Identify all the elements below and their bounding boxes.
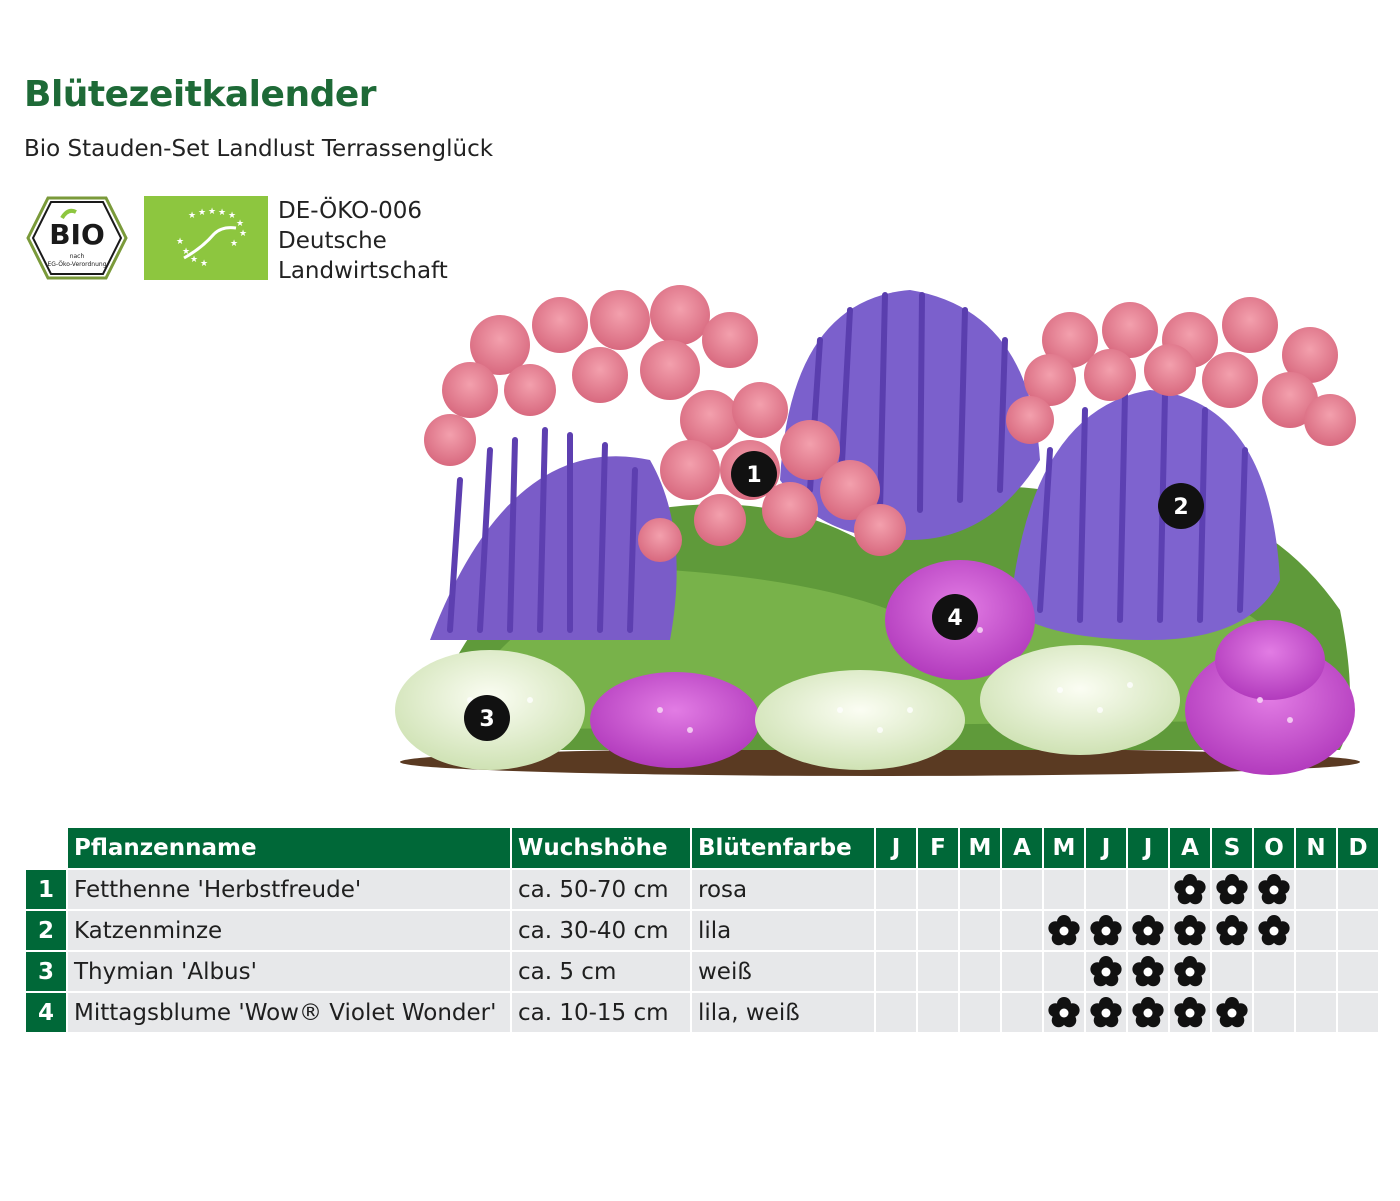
- svg-text:★: ★: [230, 239, 239, 249]
- bloom-cell-empty: [1086, 870, 1126, 911]
- growth-height: ca. 30-40 cm: [512, 911, 690, 952]
- header-month: M: [960, 828, 1000, 870]
- flower-icon: [1047, 914, 1081, 948]
- table-row: [26, 911, 1378, 952]
- bloom-cell-active: [1212, 993, 1252, 1034]
- certification-code: DE-ÖKO-006: [278, 198, 423, 224]
- bloom-cell-empty: [918, 952, 958, 993]
- flower-icon: [1089, 914, 1123, 948]
- certification-line-3: Landwirtschaft: [278, 258, 448, 284]
- bloom-cell-empty: [1254, 952, 1294, 993]
- header-month: J: [1086, 828, 1126, 870]
- flower-icon: [1257, 873, 1291, 907]
- garden-illustration: [390, 280, 1370, 790]
- svg-text:★: ★: [218, 208, 227, 218]
- plant-name: Mittagsblume 'Wow® Violet Wonder': [68, 993, 510, 1034]
- svg-text:★: ★: [182, 247, 191, 257]
- bloom-cell-active: [1212, 911, 1252, 952]
- page-title: Blütezeitkalender: [24, 74, 377, 115]
- svg-text:★: ★: [228, 211, 237, 221]
- bloom-cell-empty: [1044, 952, 1084, 993]
- bloom-cell-empty: [1128, 870, 1168, 911]
- certification-info: [278, 196, 448, 286]
- growth-height: ca. 50-70 cm: [512, 870, 690, 911]
- svg-text:★: ★: [208, 207, 217, 217]
- bloom-cell-empty: [1212, 952, 1252, 993]
- bloom-cell-active: [1170, 993, 1210, 1034]
- bloom-calendar-table: [24, 828, 1380, 1034]
- bloom-cell-empty: [960, 911, 1000, 952]
- bloom-cell-active: [1044, 911, 1084, 952]
- header-month: F: [918, 828, 958, 870]
- row-number: 4: [26, 993, 66, 1034]
- header-month: N: [1296, 828, 1336, 870]
- bloom-cell-active: [1086, 952, 1126, 993]
- header-plant-name: Pflanzenname: [68, 828, 510, 870]
- bloom-cell-empty: [1002, 952, 1042, 993]
- header-month: J: [1128, 828, 1168, 870]
- row-number: 2: [26, 911, 66, 952]
- bloom-cell-active: [1212, 870, 1252, 911]
- flower-color: lila, weiß: [692, 993, 874, 1034]
- flower-color: lila: [692, 911, 874, 952]
- flower-color: weiß: [692, 952, 874, 993]
- bloom-cell-active: [1170, 952, 1210, 993]
- bloom-cell-empty: [876, 952, 916, 993]
- growth-height: ca. 5 cm: [512, 952, 690, 993]
- table-header-row: [26, 828, 1378, 870]
- bloom-cell-active: [1254, 870, 1294, 911]
- plant-name: Fetthenne 'Herbstfreude': [68, 870, 510, 911]
- page-subtitle: Bio Stauden-Set Landlust Terrassenglück: [24, 136, 494, 162]
- marker-2-label: 2: [1173, 495, 1189, 520]
- header-flower-color: Blütenfarbe: [692, 828, 874, 870]
- flower-icon: [1173, 873, 1207, 907]
- marker-4-label: 4: [947, 606, 963, 631]
- bloom-cell-empty: [960, 952, 1000, 993]
- bloom-cell-active: [1086, 993, 1126, 1034]
- table-row: [26, 952, 1378, 993]
- bloom-cell-empty: [1338, 870, 1378, 911]
- bloom-cell-active: [1128, 952, 1168, 993]
- flower-icon: [1173, 955, 1207, 989]
- marker-1-label: 1: [746, 463, 762, 488]
- bloom-cell-empty: [1044, 870, 1084, 911]
- flower-icon: [1257, 914, 1291, 948]
- flower-icon: [1215, 873, 1249, 907]
- table-row: [26, 870, 1378, 911]
- bio-logo-small-1: nach: [69, 253, 85, 260]
- bloom-cell-active: [1086, 911, 1126, 952]
- flower-color: rosa: [692, 870, 874, 911]
- bloom-cell-active: [1254, 911, 1294, 952]
- flower-icon: [1173, 996, 1207, 1030]
- svg-text:★: ★: [239, 229, 248, 239]
- flower-icon: [1215, 914, 1249, 948]
- header-month: O: [1254, 828, 1294, 870]
- flower-icon: [1047, 996, 1081, 1030]
- marker-2: [1158, 483, 1204, 529]
- header-month: M: [1044, 828, 1084, 870]
- bloom-cell-empty: [1338, 952, 1378, 993]
- flower-icon: [1215, 996, 1249, 1030]
- header-month: S: [1212, 828, 1252, 870]
- bloom-cell-empty: [876, 993, 916, 1034]
- bloom-cell-empty: [960, 993, 1000, 1034]
- bloom-cell-empty: [1002, 870, 1042, 911]
- bloom-cell-active: [1170, 870, 1210, 911]
- bloom-cell-empty: [1296, 911, 1336, 952]
- flower-icon: [1089, 996, 1123, 1030]
- bloom-cell-empty: [1338, 993, 1378, 1034]
- svg-text:★: ★: [188, 211, 197, 221]
- bloom-cell-empty: [1002, 993, 1042, 1034]
- bio-seal-logo: [26, 196, 128, 280]
- plant-name: Katzenminze: [68, 911, 510, 952]
- bloom-cell-active: [1128, 911, 1168, 952]
- bloom-cell-empty: [918, 911, 958, 952]
- bloom-cell-empty: [1296, 993, 1336, 1034]
- svg-text:★: ★: [176, 237, 185, 247]
- row-number: 3: [26, 952, 66, 993]
- flower-icon: [1173, 914, 1207, 948]
- marker-3-label: 3: [479, 707, 495, 732]
- flower-icon: [1131, 955, 1165, 989]
- table-row: [26, 993, 1378, 1034]
- bloom-cell-empty: [1002, 911, 1042, 952]
- header-month: D: [1338, 828, 1378, 870]
- svg-text:★: ★: [198, 208, 207, 218]
- certification-line-2: Deutsche: [278, 228, 387, 254]
- bloom-cell-empty: [918, 993, 958, 1034]
- header-growth-height: Wuchshöhe: [512, 828, 690, 870]
- bloom-cell-empty: [876, 870, 916, 911]
- flower-icon: [1131, 996, 1165, 1030]
- flower-icon: [1089, 955, 1123, 989]
- bloom-cell-active: [1044, 993, 1084, 1034]
- bloom-cell-empty: [960, 870, 1000, 911]
- bloom-cell-empty: [1338, 911, 1378, 952]
- row-number: 1: [26, 870, 66, 911]
- bloom-cell-active: [1170, 911, 1210, 952]
- growth-height: ca. 10-15 cm: [512, 993, 690, 1034]
- bloom-cell-empty: [1254, 993, 1294, 1034]
- bio-logo-small-2: EG-Öko-Verordnung: [47, 261, 107, 268]
- bloom-cell-empty: [918, 870, 958, 911]
- svg-text:★: ★: [200, 259, 209, 269]
- header-corner: [26, 828, 66, 870]
- header-month: J: [876, 828, 916, 870]
- marker-3: [464, 695, 510, 741]
- bloom-cell-empty: [1296, 870, 1336, 911]
- svg-text:★: ★: [236, 219, 245, 229]
- flower-icon: [1131, 914, 1165, 948]
- bloom-cell-active: [1128, 993, 1168, 1034]
- bloom-cell-empty: [1296, 952, 1336, 993]
- eu-organic-leaf-logo: [144, 196, 268, 280]
- marker-4: [932, 594, 978, 640]
- header-month: A: [1002, 828, 1042, 870]
- bio-logo-text: BIO: [49, 218, 105, 251]
- marker-1: [731, 451, 777, 497]
- plant-name: Thymian 'Albus': [68, 952, 510, 993]
- bloom-cell-empty: [876, 911, 916, 952]
- svg-text:★: ★: [190, 255, 199, 265]
- header-month: A: [1170, 828, 1210, 870]
